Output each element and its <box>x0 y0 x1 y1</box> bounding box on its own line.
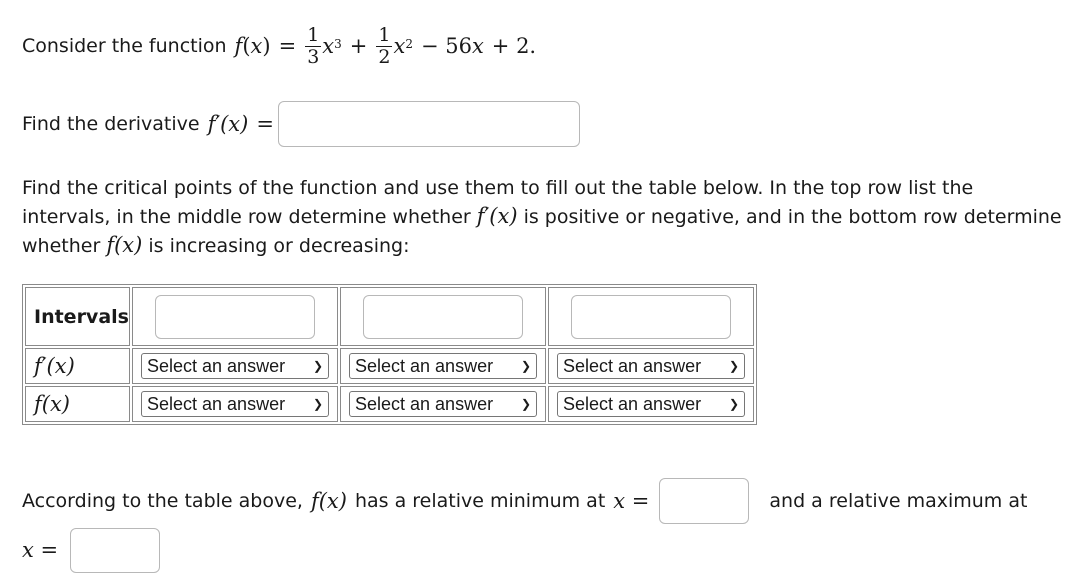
chevron-down-icon: ❯ <box>312 359 323 373</box>
fprime-select-2[interactable]: Select an answer ❯ <box>349 353 537 379</box>
function-var: x <box>250 34 263 58</box>
f-row <box>25 386 754 422</box>
relative-min-input[interactable] <box>659 478 749 524</box>
chevron-down-icon: ❯ <box>728 397 739 411</box>
fraction-one-half: $\frac{1}{2}$ <box>378 23 391 68</box>
conclusion-line: According to the table above, f(x) has a relative minimum at x = and a relative maximum at <box>22 478 1027 524</box>
equals-sign: = <box>278 34 297 58</box>
derivative-prompt: Find the derivative f′(x) = <box>22 101 580 147</box>
derivative-label: f′(x) <box>207 112 249 136</box>
function-name: f <box>234 34 243 58</box>
fraction-one-third: $\frac{1}{3}$ <box>307 23 320 68</box>
interval-input-1[interactable] <box>155 295 315 339</box>
interval-input-2[interactable] <box>363 295 523 339</box>
relative-max-line: x = <box>22 527 160 573</box>
chevron-down-icon: ❯ <box>728 359 739 373</box>
conclusion-text-2: has a relative minimum at <box>354 490 606 512</box>
fprime-select-1[interactable]: Select an answer ❯ <box>141 353 329 379</box>
sign-chart-table <box>22 284 757 425</box>
f-header: f(x) <box>25 386 130 422</box>
f-select-3[interactable]: Select an answer ❯ <box>557 391 745 417</box>
conclusion-text-3: and a relative maximum at <box>769 490 1028 512</box>
intervals-header: Intervals <box>25 287 130 346</box>
relative-max-input[interactable] <box>70 528 160 573</box>
fprime-row <box>25 348 754 384</box>
chevron-down-icon: ❯ <box>312 397 323 411</box>
derivative-text: Find the derivative <box>22 113 200 135</box>
fprime-select-3[interactable]: Select an answer ❯ <box>557 353 745 379</box>
derivative-input[interactable] <box>278 101 580 147</box>
chevron-down-icon: ❯ <box>520 397 531 411</box>
function-definition: Consider the function f ( x ) = $\frac{1}{3}$ x $^3$ + $\frac{1}{2}$ x $^2$ − 56 x + 2. <box>22 23 537 68</box>
fprime-header: f′(x) <box>25 348 130 384</box>
chevron-down-icon: ❯ <box>520 359 531 373</box>
intro-text: Consider the function <box>22 35 227 57</box>
interval-input-3[interactable] <box>571 295 731 339</box>
instructions-paragraph: Find the critical points of the function and use them to fill out the table below. In the top row list the intervals, in the middle row determine whether f′(x) is positive or negative, and in the bottom row determine whether f(x) is increasing or decreasing: <box>22 177 1062 257</box>
intervals-row <box>25 287 754 346</box>
f-select-2[interactable]: Select an answer ❯ <box>349 391 537 417</box>
conclusion-text-1: According to the table above, <box>22 490 303 512</box>
f-select-1[interactable]: Select an answer ❯ <box>141 391 329 417</box>
